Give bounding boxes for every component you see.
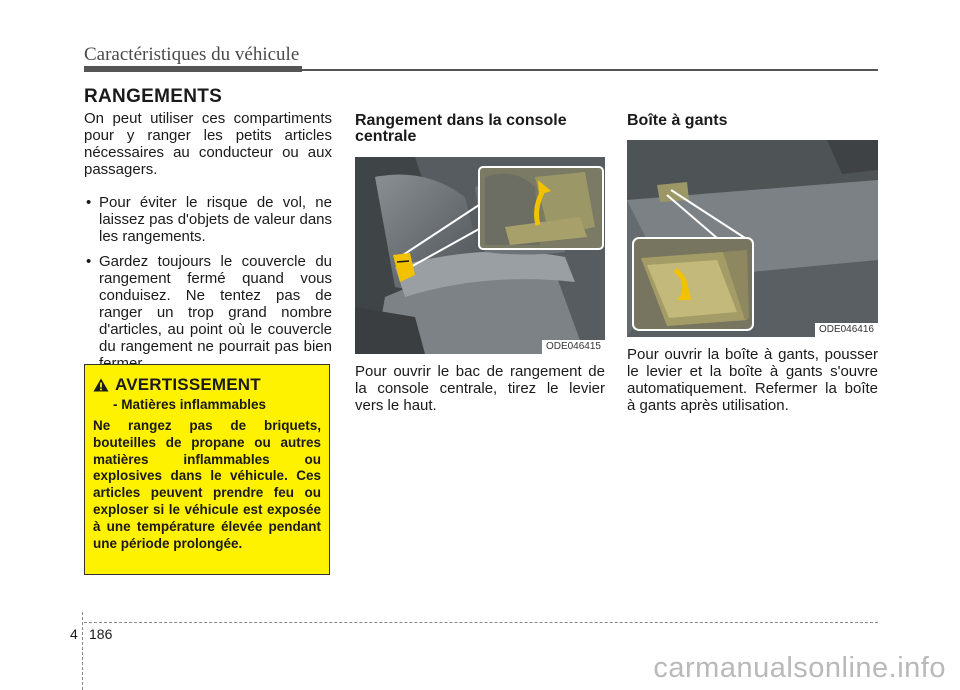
warning-triangle-icon [93,378,109,392]
bullet-item-cover: • Gardez toujours le couvercle du rangement fermé quand vous conduisez. Ne tentez pas de ranger un trop grand nombre d'articles, au point où le couvercle du rangement ne pourrait pas bien [84,253,332,372]
watermark: carmanualsonline.info [653,652,946,684]
page-number: 186 [89,626,113,642]
console-text-block [355,363,605,414]
intro-column [84,110,332,380]
console-text: Pour ouvrir le bac de rangement de la console centrale, tirez le levier vers le haut. [355,363,605,414]
glovebox-heading: Boîte à gants [627,112,728,129]
chapter-number: 4 [70,626,78,642]
warning-title: AVERTISSEMENT [115,375,261,394]
intro-paragraph: On peut utiliser ces compartiments pour y ranger les petits articles nécessaires au conducteur ou aux passagers. [84,110,332,178]
glovebox-image-code: ODE046416 [815,323,878,337]
warning-body: Ne rangez pas de briquets, bouteilles de propane ou autres matières inflammables ou explosives dans le véhicule. Ces articles peuvent prendre feu ou exploser si le véhicule est exposée à une température élevée pendant une période prolongée. [93,418,321,551]
intro-bullet-list [84,194,332,372]
console-heading: Rangement dans la console centrale [355,112,567,145]
console-image-code: ODE046415 [542,340,605,354]
bullet-item-theft: • Pour éviter le risque de vol, ne laissez pas d'objets de valeur dans les rangements. [84,194,332,245]
console-illustration [355,157,605,354]
glovebox-text: Pour ouvrir la boîte à gants, pousser le levier et la boîte à gants s'ouvre automatiquement. Refermer la boîte à gants après utilisation. [627,346,878,414]
glovebox-text-block [627,346,878,414]
warning-subtitle: - Matières inflammables [113,397,267,412]
console-image [355,157,605,354]
glovebox-illustration [627,140,878,337]
footer-rule [84,622,878,623]
warning-box [84,364,330,575]
header-rule-accent [84,66,302,72]
footer-divider [82,612,83,690]
section-title: RANGEMENTS [84,86,223,107]
warning-header [93,375,321,395]
glovebox-image [627,140,878,337]
header-title: Caractéristiques du véhicule [84,44,300,65]
